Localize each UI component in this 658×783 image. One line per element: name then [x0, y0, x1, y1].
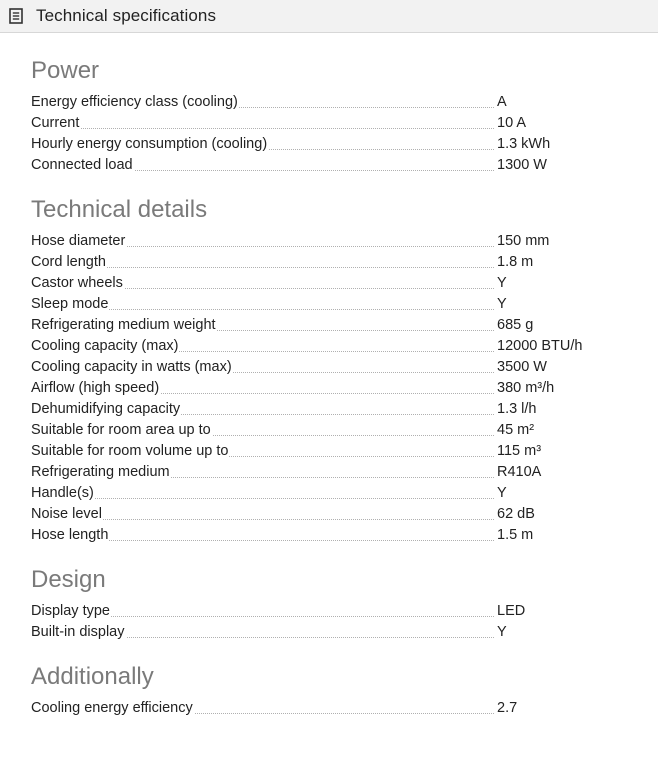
specs-content — [0, 57, 658, 717]
spec-row — [31, 523, 648, 544]
spec-value: 380 m³/h — [497, 380, 555, 396]
spec-value: 1300 W — [497, 157, 547, 173]
spec-value: 1.5 m — [497, 527, 534, 543]
spec-label: Sleep mode — [31, 296, 109, 312]
spec-row — [31, 271, 648, 292]
spec-value: 3500 W — [497, 359, 547, 375]
spec-value: Y — [497, 485, 507, 501]
spec-label: Cooling energy efficiency — [31, 700, 193, 716]
spec-label: Cooling capacity in watts (max) — [31, 359, 232, 375]
spec-value: Y — [497, 624, 507, 640]
spec-value: 685 g — [497, 317, 534, 333]
spec-value: 45 m² — [497, 422, 535, 438]
section-title: Design — [31, 566, 106, 593]
spec-label: Built-in display — [31, 624, 125, 640]
section-title: Technical details — [31, 196, 208, 223]
section-technical-details — [31, 196, 648, 544]
spec-label: Hourly energy consumption (cooling) — [31, 136, 268, 152]
dotted-leader — [31, 498, 494, 499]
spec-row — [31, 132, 648, 153]
spec-row — [31, 696, 648, 717]
spec-value: 2.7 — [497, 700, 518, 716]
spec-label: Display type — [31, 603, 110, 619]
spec-list — [31, 696, 648, 717]
spec-label: Airflow (high speed) — [31, 380, 160, 396]
spec-row — [31, 292, 648, 313]
spec-row — [31, 90, 648, 111]
spec-value: A — [497, 94, 507, 110]
spec-label: Cooling capacity (max) — [31, 338, 179, 354]
spec-value: 115 m³ — [497, 443, 542, 459]
spec-label: Refrigerating medium weight — [31, 317, 216, 333]
spec-row — [31, 313, 648, 334]
spec-label: Noise level — [31, 506, 102, 522]
spec-value: 150 mm — [497, 233, 550, 249]
spec-label: Energy efficiency class (cooling) — [31, 94, 238, 110]
spec-value: 62 dB — [497, 506, 535, 522]
spec-row — [31, 620, 648, 641]
spec-row — [31, 481, 648, 502]
dotted-leader — [31, 128, 494, 129]
spec-value: Y — [497, 275, 507, 291]
spec-label: Connected load — [31, 157, 133, 173]
spec-row — [31, 355, 648, 376]
section-additionally — [31, 663, 648, 717]
spec-row — [31, 334, 648, 355]
section-title: Power — [31, 57, 100, 84]
section-design — [31, 566, 648, 641]
spec-list — [31, 599, 648, 641]
specs-header — [0, 0, 658, 33]
page-title: Technical specifications — [36, 6, 217, 25]
spec-row — [31, 599, 648, 620]
spec-label: Castor wheels — [31, 275, 123, 291]
spec-row — [31, 111, 648, 132]
spec-value: 1.3 l/h — [497, 401, 537, 417]
spec-label: Suitable for room area up to — [31, 422, 211, 438]
spec-value: LED — [497, 603, 526, 619]
spec-value: 12000 BTU/h — [497, 338, 583, 354]
spec-label: Cord length — [31, 254, 106, 270]
spec-label: Handle(s) — [31, 485, 94, 501]
spec-row — [31, 418, 648, 439]
spec-label: Hose length — [31, 527, 109, 543]
spec-row — [31, 229, 648, 250]
spec-row — [31, 250, 648, 271]
spec-list — [31, 229, 648, 544]
spec-value: R410A — [497, 464, 542, 480]
spec-row — [31, 397, 648, 418]
document-list-icon — [9, 8, 23, 24]
spec-label: Hose diameter — [31, 233, 126, 249]
spec-row — [31, 460, 648, 481]
section-title: Additionally — [31, 663, 154, 690]
spec-value: 1.8 m — [497, 254, 534, 270]
spec-value: Y — [497, 296, 507, 312]
spec-row — [31, 376, 648, 397]
spec-row — [31, 439, 648, 460]
section-power — [31, 57, 648, 174]
spec-value: 1.3 kWh — [497, 136, 551, 152]
spec-label: Suitable for room volume up to — [31, 443, 229, 459]
spec-value: 10 A — [497, 115, 527, 131]
spec-label: Refrigerating medium — [31, 464, 170, 480]
spec-list — [31, 90, 648, 174]
spec-row — [31, 153, 648, 174]
spec-row — [31, 502, 648, 523]
spec-label: Current — [31, 115, 80, 131]
spec-label: Dehumidifying capacity — [31, 401, 181, 417]
